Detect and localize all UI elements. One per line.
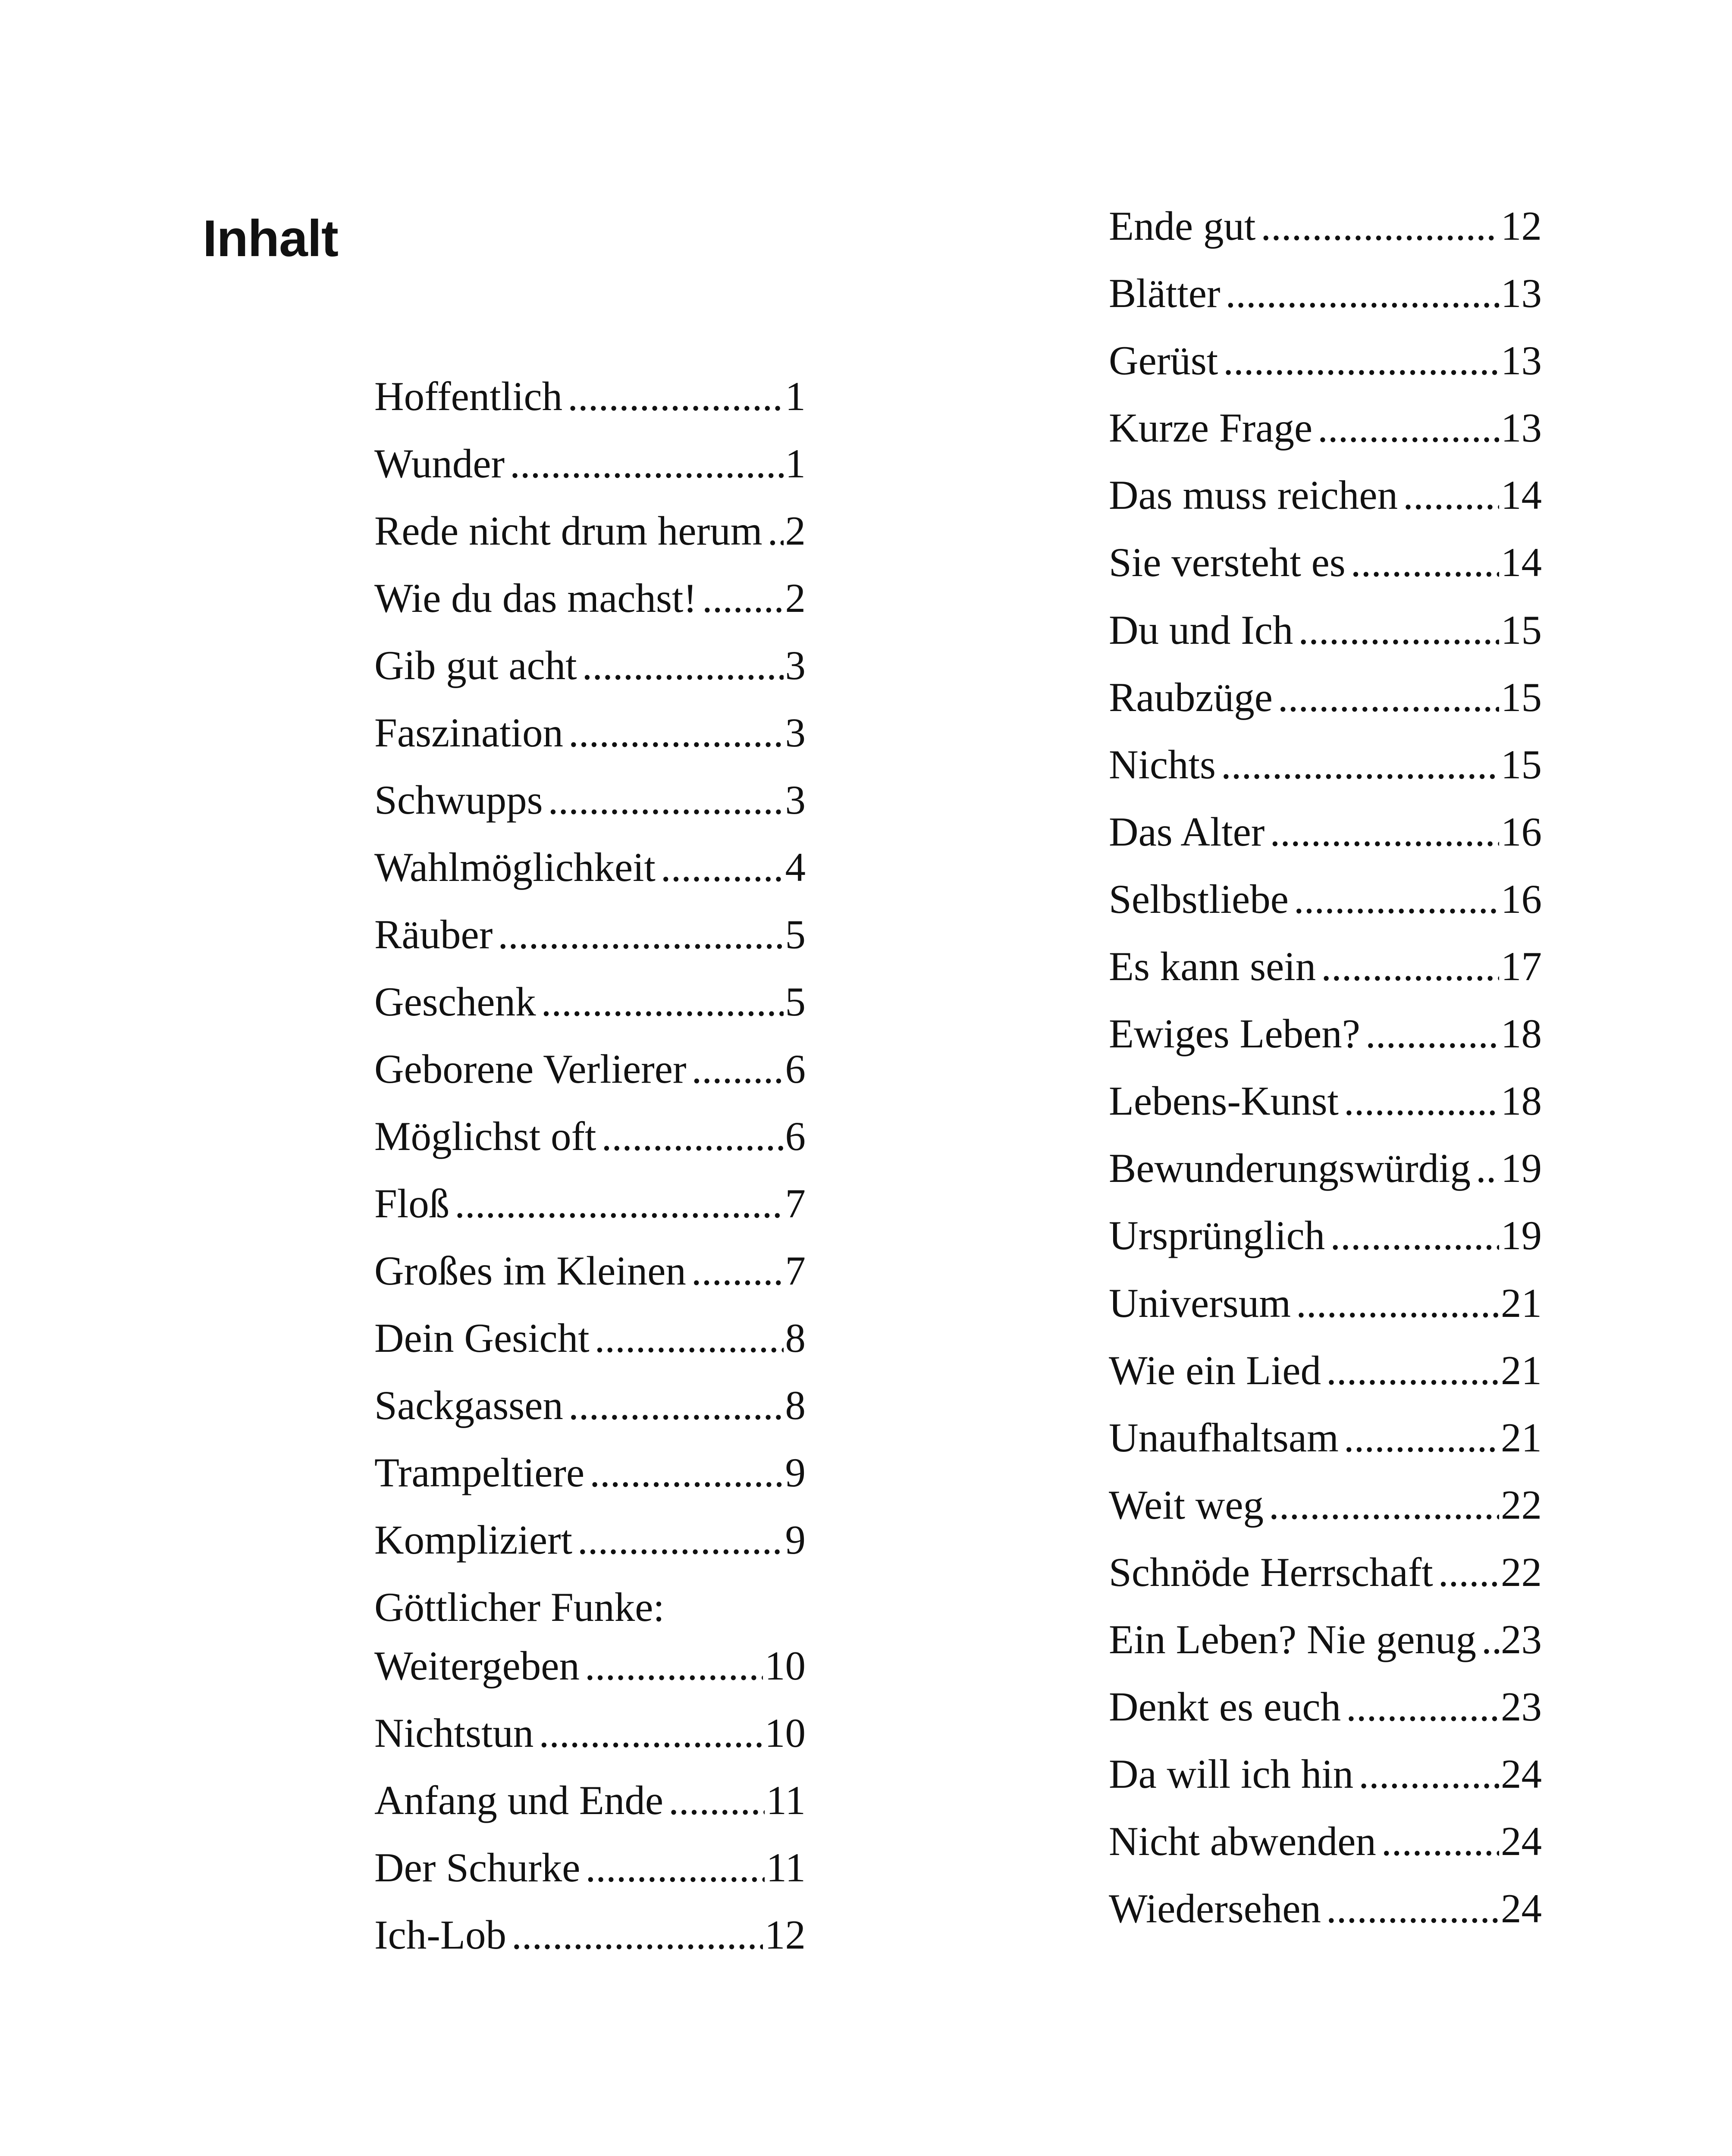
toc-entry-title: Geborene Verlierer [374,1046,687,1092]
toc-entry[interactable] [374,367,806,434]
toc-entry-page-number: 24 [1501,1818,1542,1865]
toc-entry[interactable] [374,1510,806,1578]
toc-entry-title: Anfang und Ende [374,1777,664,1823]
toc-entry-line [374,905,806,964]
toc-entry[interactable] [1109,1139,1542,1206]
toc-entry-line [1109,466,1542,524]
toc-entry-page-number: 21 [1501,1347,1542,1393]
toc-entry[interactable] [1109,802,1542,870]
toc-entry[interactable] [1109,668,1542,735]
toc-entry-title: Der Schurke [374,1845,580,1890]
toc-entry-line [1109,1072,1542,1130]
toc-entry-title: Großes im Kleinen [374,1248,686,1294]
dot-leader [762,501,784,560]
toc-entry[interactable] [374,1309,806,1376]
toc-entry-title: Wunder [374,441,505,486]
dot-leader [1289,870,1499,928]
dot-leader [1264,802,1499,861]
toc-entry-line [374,367,806,426]
toc-entry[interactable] [374,1241,806,1309]
toc-entry[interactable] [1109,1004,1542,1072]
toc-entry[interactable] [1109,1408,1542,1476]
toc-entry-title: Weit weg [1109,1482,1264,1528]
toc-entry-line [374,1838,806,1897]
toc-entry-title: Ich-Lob [374,1912,506,1958]
toc-entry-line [1109,1408,1542,1467]
toc-entry-page-number: 15 [1501,607,1542,653]
toc-entry-title: Schnöde Herrschaft [1109,1549,1433,1595]
toc-entry-page-number: 19 [1501,1213,1542,1259]
toc-entry-line [374,1510,806,1569]
dot-leader [1316,937,1499,996]
toc-entry-line [374,1241,806,1300]
dot-leader [1312,398,1499,457]
toc-entry-line [374,703,806,762]
toc-entry-page-number: 1 [785,441,806,486]
dot-leader [656,838,784,896]
toc-entry[interactable] [1109,1879,1542,1946]
toc-entry-page-number: 14 [1501,539,1542,586]
toc-entry-page-number: 24 [1501,1886,1542,1932]
dot-leader [505,434,783,493]
dot-leader [1339,1072,1499,1130]
toc-entry-line [1109,331,1542,390]
dot-leader [1471,1139,1499,1197]
dot-leader [572,1510,783,1569]
toc-entry-page-number: 7 [785,1248,806,1294]
toc-entry[interactable] [1109,1543,1542,1610]
toc-entry-page-number: 13 [1501,405,1542,451]
dot-leader [1255,197,1499,255]
dot-leader [1433,1543,1499,1601]
toc-entry-line [374,1174,806,1233]
dot-leader [1353,1745,1499,1803]
toc-entry[interactable] [1109,1812,1542,1879]
dot-leader [1325,1206,1499,1265]
dot-leader [1221,264,1499,323]
toc-entry[interactable] [1109,870,1542,937]
toc-entry-title: Wahlmöglichkeit [374,844,656,890]
toc-entry-title: Sackgassen [374,1382,563,1428]
toc-entry-page-number: 6 [785,1046,806,1092]
toc-entry-line [374,1309,806,1367]
toc-entry-page-number: 14 [1501,472,1542,518]
dot-leader [543,771,784,829]
toc-entry[interactable] [1109,1677,1542,1745]
toc-entry-page-number: 23 [1501,1616,1542,1662]
toc-entry-title: Lebens-Kunst [1109,1078,1339,1124]
toc-entry[interactable] [1109,1476,1542,1543]
toc-entry-line [374,1704,806,1762]
toc-entry-line [374,1636,806,1695]
toc-entry-line [374,1107,806,1166]
toc-entry-line [374,636,806,695]
toc-entry-page-number: 16 [1501,876,1542,922]
dot-leader [686,1241,784,1300]
toc-entry-page-number: 18 [1501,1078,1542,1124]
dot-leader [562,367,783,426]
toc-entry-title: Ende gut [1109,203,1256,249]
toc-entry-line [374,838,806,896]
dot-leader [580,1636,763,1695]
dot-leader [590,1309,784,1367]
dot-leader [1273,668,1499,727]
toc-entry-line [374,1376,806,1435]
toc-entry[interactable] [1109,197,1542,264]
dot-leader [533,1704,763,1762]
toc-entry-title: Geschenk [374,979,536,1025]
toc-entry[interactable] [1109,466,1542,533]
dot-leader [1476,1610,1499,1669]
toc-entry-page-number: 2 [785,575,806,621]
toc-entry-line [1109,533,1542,592]
toc-entry[interactable] [374,905,806,972]
toc-entry-title: Es kann sein [1109,943,1316,990]
dot-leader [563,703,784,762]
toc-entry-line [1109,1745,1542,1803]
toc-entry-page-number: 15 [1501,741,1542,787]
dot-leader [1218,331,1499,390]
toc-entry-page-number: 5 [785,979,806,1025]
toc-entry[interactable] [374,569,806,636]
dot-leader [584,1443,783,1502]
toc-entry-title: Du und Ich [1109,607,1293,653]
toc-entry-line [1109,398,1542,457]
toc-entry-title: Wiedersehen [1109,1886,1321,1932]
toc-entry-title: Denkt es euch [1109,1684,1341,1730]
toc-entry[interactable] [374,1376,806,1443]
toc-entry-line [1109,1543,1542,1601]
toc-entry-line [1109,1274,1542,1332]
toc-entry-line [1109,802,1542,861]
toc-entry-title: Nichts [1109,741,1216,787]
toc-entry-page-number: 22 [1501,1549,1542,1595]
dot-leader [1216,735,1499,794]
toc-entry[interactable] [374,1704,806,1771]
toc-entry-title: Das Alter [1109,808,1265,855]
toc-entry-title: Nichtstun [374,1710,534,1756]
toc-entry[interactable] [374,771,806,838]
toc-entry-title-line1: Göttlicher Funke: [374,1584,665,1630]
toc-entry-title: Unaufhaltsam [1109,1414,1339,1460]
toc-heading: Inhalt [203,210,338,267]
toc-entry-title: Weitergeben [374,1643,580,1689]
toc-entry-page-number: 13 [1501,270,1542,317]
toc-entry[interactable] [374,838,806,905]
toc-entry[interactable] [374,1578,806,1704]
toc-entry-line [374,1771,806,1830]
toc-entry-page-number: 24 [1501,1751,1542,1797]
toc-entry[interactable] [374,1174,806,1241]
toc-entry-title: Faszination [374,710,563,755]
toc-entry[interactable] [1109,937,1542,1004]
toc-entry[interactable] [1109,398,1542,466]
toc-entry-title: Nicht abwenden [1109,1818,1376,1865]
toc-entry[interactable] [1109,735,1542,802]
dot-leader [1293,601,1499,659]
toc-entry-line [1109,1206,1542,1265]
toc-entry-page-number: 8 [785,1315,806,1361]
toc-entry-title: Raubzüge [1109,674,1273,720]
toc-entry-line [374,1443,806,1502]
toc-entry-page-number: 6 [785,1113,806,1159]
toc-entry-line [374,501,806,560]
toc-entry-page-number: 12 [1501,203,1542,249]
toc-entry-page-number: 9 [785,1517,806,1563]
toc-entry[interactable] [374,972,806,1040]
toc-entry-line [1109,197,1542,255]
dot-leader [596,1107,784,1166]
toc-entry-page-number: 19 [1501,1145,1542,1191]
toc-entry-title: Räuber [374,912,493,957]
dot-leader [563,1376,784,1435]
toc-entry[interactable] [1109,331,1542,398]
dot-leader [577,636,784,695]
toc-entry-line [1109,1677,1542,1736]
toc-entry-title: Ein Leben? Nie genug [1109,1616,1477,1662]
dot-leader [1321,1879,1499,1938]
toc-entry-page-number: 13 [1501,338,1542,384]
dot-leader [1321,1341,1499,1400]
toc-entry[interactable] [374,703,806,771]
toc-entry-page-number: 21 [1501,1414,1542,1460]
dot-leader [1339,1408,1499,1467]
toc-entry-page-number: 11 [766,1777,806,1823]
toc-entry-line [374,1905,806,1964]
toc-entry[interactable] [1109,1072,1542,1139]
toc-entry-line [1109,937,1542,996]
toc-entry-page-number: 18 [1501,1011,1542,1057]
toc-entry[interactable] [374,636,806,703]
toc-entry-page-number: 10 [765,1643,806,1689]
toc-entry-page-number: 11 [766,1845,806,1890]
toc-entry-line [1109,1004,1542,1063]
toc-entry-title: Trampeltiere [374,1450,585,1495]
toc-entry-page-number: 5 [785,912,806,957]
toc-entry-title: Dein Gesicht [374,1315,590,1361]
toc-entry-page-number: 22 [1501,1482,1542,1528]
toc-entry-page-number: 3 [785,710,806,755]
dot-leader [1376,1812,1499,1871]
dot-leader [1360,1004,1499,1063]
dot-leader [506,1905,763,1964]
toc-entry-page-number: 2 [785,508,806,554]
toc-entry-title: Blätter [1109,270,1221,317]
toc-entry-page-number: 8 [785,1382,806,1428]
toc-entry-line [374,569,806,627]
toc-column-right [1109,197,1542,1946]
toc-entry-line [1109,870,1542,928]
dot-leader [493,905,783,964]
toc-entry-line [374,972,806,1031]
dot-leader [449,1174,783,1233]
toc-entry-title: Kompliziert [374,1517,573,1563]
dot-leader [1291,1274,1499,1332]
toc-entry-title: Wie du das machst! [374,575,697,621]
toc-entry-title: Gib gut acht [374,642,577,688]
toc-entry[interactable] [1109,1206,1542,1273]
toc-entry[interactable] [374,1838,806,1905]
toc-entry[interactable] [1109,1610,1542,1677]
dot-leader [536,972,784,1031]
toc-entry-page-number: 12 [765,1912,806,1958]
toc-entry-title: Möglichst oft [374,1113,596,1159]
toc-entry-title: Kurze Frage [1109,405,1313,451]
toc-entry-title: Ewiges Leben? [1109,1011,1360,1057]
toc-column-left [374,367,806,1973]
toc-entry[interactable] [374,501,806,569]
toc-entry[interactable] [374,434,806,501]
toc-entry-title: Wie ein Lied [1109,1347,1321,1393]
toc-entry[interactable] [374,1040,806,1107]
toc-entry-line [374,434,806,493]
toc-entry[interactable] [1109,1341,1542,1408]
toc-entry-line [1109,1476,1542,1534]
toc-entry-title: Schwupps [374,777,543,823]
toc-entry[interactable] [1109,1274,1542,1341]
toc-entry-line [1109,601,1542,659]
toc-entry-page-number: 9 [785,1450,806,1495]
toc-entry[interactable] [374,1107,806,1174]
dot-leader [1264,1476,1499,1534]
toc-entry[interactable] [1109,533,1542,600]
toc-entry-title: Floß [374,1181,450,1226]
toc-entry-page-number: 4 [785,844,806,890]
toc-entry-title: Ursprünglich [1109,1213,1325,1259]
toc-entry-page-number: 7 [785,1181,806,1226]
toc-entry-page-number: 1 [785,373,806,419]
toc-entry-title: Sie versteht es [1109,539,1346,586]
toc-entry-page-number: 15 [1501,674,1542,720]
dot-leader [663,1771,764,1830]
toc-entry-page-number: 21 [1501,1280,1542,1326]
dot-leader [1341,1677,1499,1736]
toc-entry-title: Da will ich hin [1109,1751,1354,1797]
toc-entry-title: Selbstliebe [1109,876,1289,922]
toc-entry-line [1109,264,1542,323]
toc-entry-title: Hoffentlich [374,373,563,419]
toc-entry[interactable] [1109,601,1542,668]
dot-leader [1398,466,1499,524]
toc-entry-page-number: 3 [785,777,806,823]
toc-entry-line [374,771,806,829]
toc-entry-title: Bewunderungswürdig [1109,1145,1471,1191]
toc-entry-title: Rede nicht drum herum [374,508,762,554]
dot-leader [580,1838,764,1897]
toc-entry[interactable] [1109,1745,1542,1812]
toc-entry-line [1109,1341,1542,1400]
dot-leader [1346,533,1499,592]
toc-entry-line [1109,735,1542,794]
toc-entry-title: Gerüst [1109,338,1218,384]
toc-entry-line [1109,1610,1542,1669]
toc-entry[interactable] [1109,264,1542,331]
toc-entry-line [374,1040,806,1098]
dot-leader [697,569,783,627]
toc-entry-page-number: 3 [785,642,806,688]
toc-entry[interactable] [374,1443,806,1510]
toc-entry-title: Das muss reichen [1109,472,1398,518]
toc-entry-page-number: 23 [1501,1684,1542,1730]
toc-entry[interactable] [374,1905,806,1973]
dot-leader [687,1040,784,1098]
toc-entry-page-number: 17 [1501,943,1542,990]
toc-entry-title: Universum [1109,1280,1291,1326]
toc-entry-line [1109,1879,1542,1938]
toc-entry-page-number: 16 [1501,808,1542,855]
toc-entry-line [1109,1812,1542,1871]
toc-entry-line [1109,668,1542,727]
toc-entry-line [1109,1139,1542,1197]
toc-entry-page-number: 10 [765,1710,806,1756]
toc-entry[interactable] [374,1771,806,1838]
